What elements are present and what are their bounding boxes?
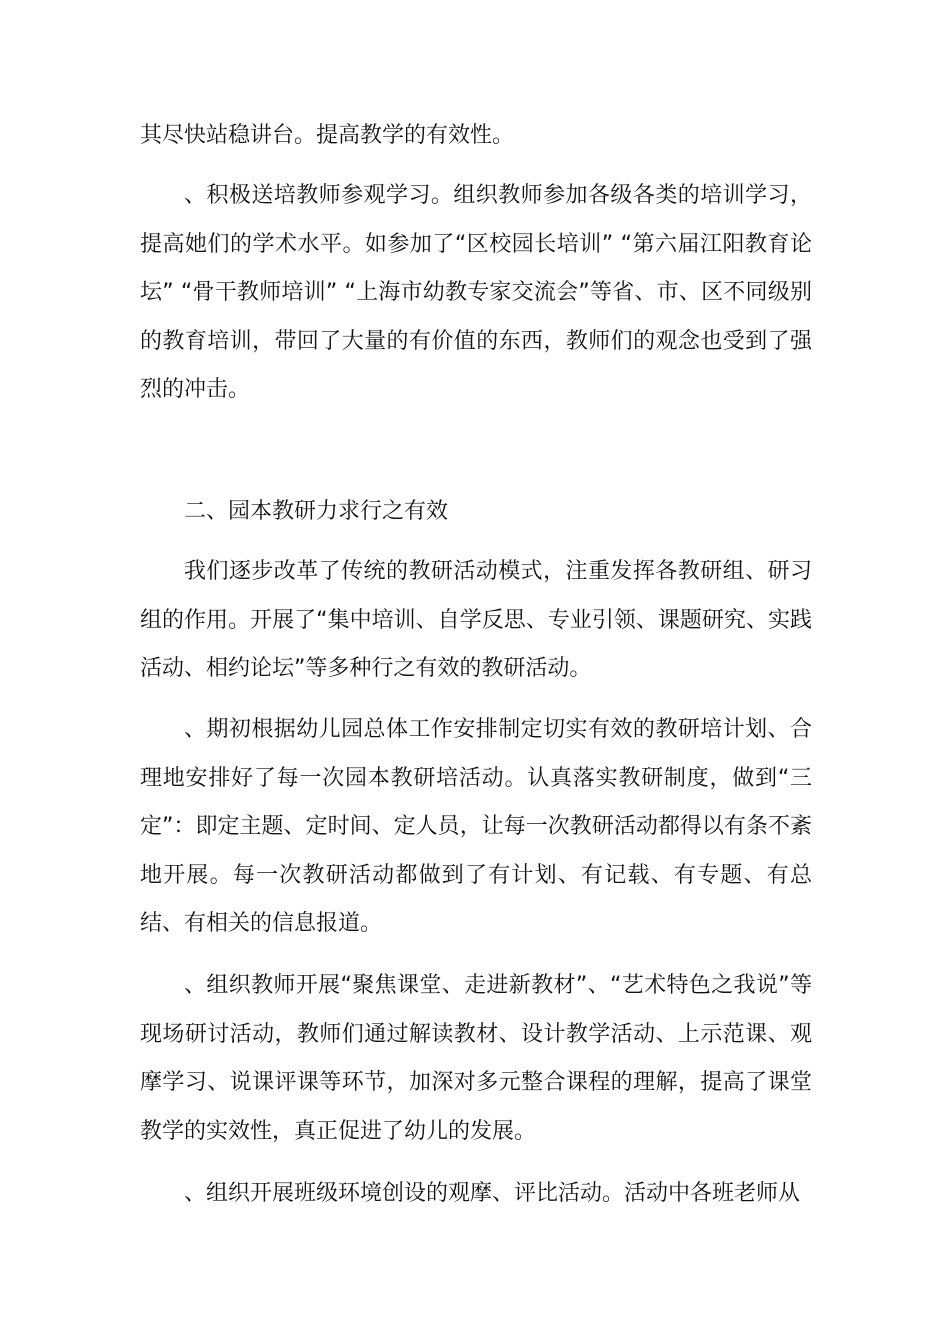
- paragraph-classroom-focus: 、组织教师开展“聚焦课堂、走进新教材”、“艺术特色之我说”等现场研讨活动，教师们通过解读教材、设计教学活动、上示范课、观摩学习、说课评课等环节，加深对多元整合课程的理解，提高了课堂教学的实效性，真正促进了幼儿的发展。: [140, 973, 812, 1144]
- paragraph-environment-creation: 、组织开展班级环境创设的观摩、评比活动。活动中各班老师从: [184, 1181, 801, 1206]
- paragraph-teaching-research-intro: 我们逐步改革了传统的教研活动模式，注重发挥各教研组、研习组的作用。开展了“集中培训、自学反思、专业引领、课题研究、实践活动、相约论坛”等多种行之有效的教研活动。: [140, 559, 812, 682]
- paragraph-continuation: 其尽快站稳讲台。提高教学的有效性。: [140, 123, 515, 148]
- paragraph-training-study: 、积极送培教师参观学习。组织教师参加各级各类的培训学习，提高她们的学术水平。如参加了“区校园长培训” “第六届江阳教育论坛” “骨干教师培训” “上海市幼教专家交流会”等省、市、区不同级别的教育培训，带回了大量的有价值的东西，教师们的观念也受到了强烈的冲击。: [140, 183, 812, 403]
- section-heading-2: 二、园本教研力求行之有效: [184, 499, 449, 524]
- paragraph-research-plan: 、期初根据幼儿园总体工作安排制定切实有效的教研培计划、合理地安排好了每一次园本教研培活动。认真落实教研制度，做到“三定”：即定主题、定时间、定人员，让每一次教研活动都得以有条不紊地开展。每一次教研活动都做到了有计划、有记载、有专题、有总结、有相关的信息报道。: [140, 717, 812, 937]
